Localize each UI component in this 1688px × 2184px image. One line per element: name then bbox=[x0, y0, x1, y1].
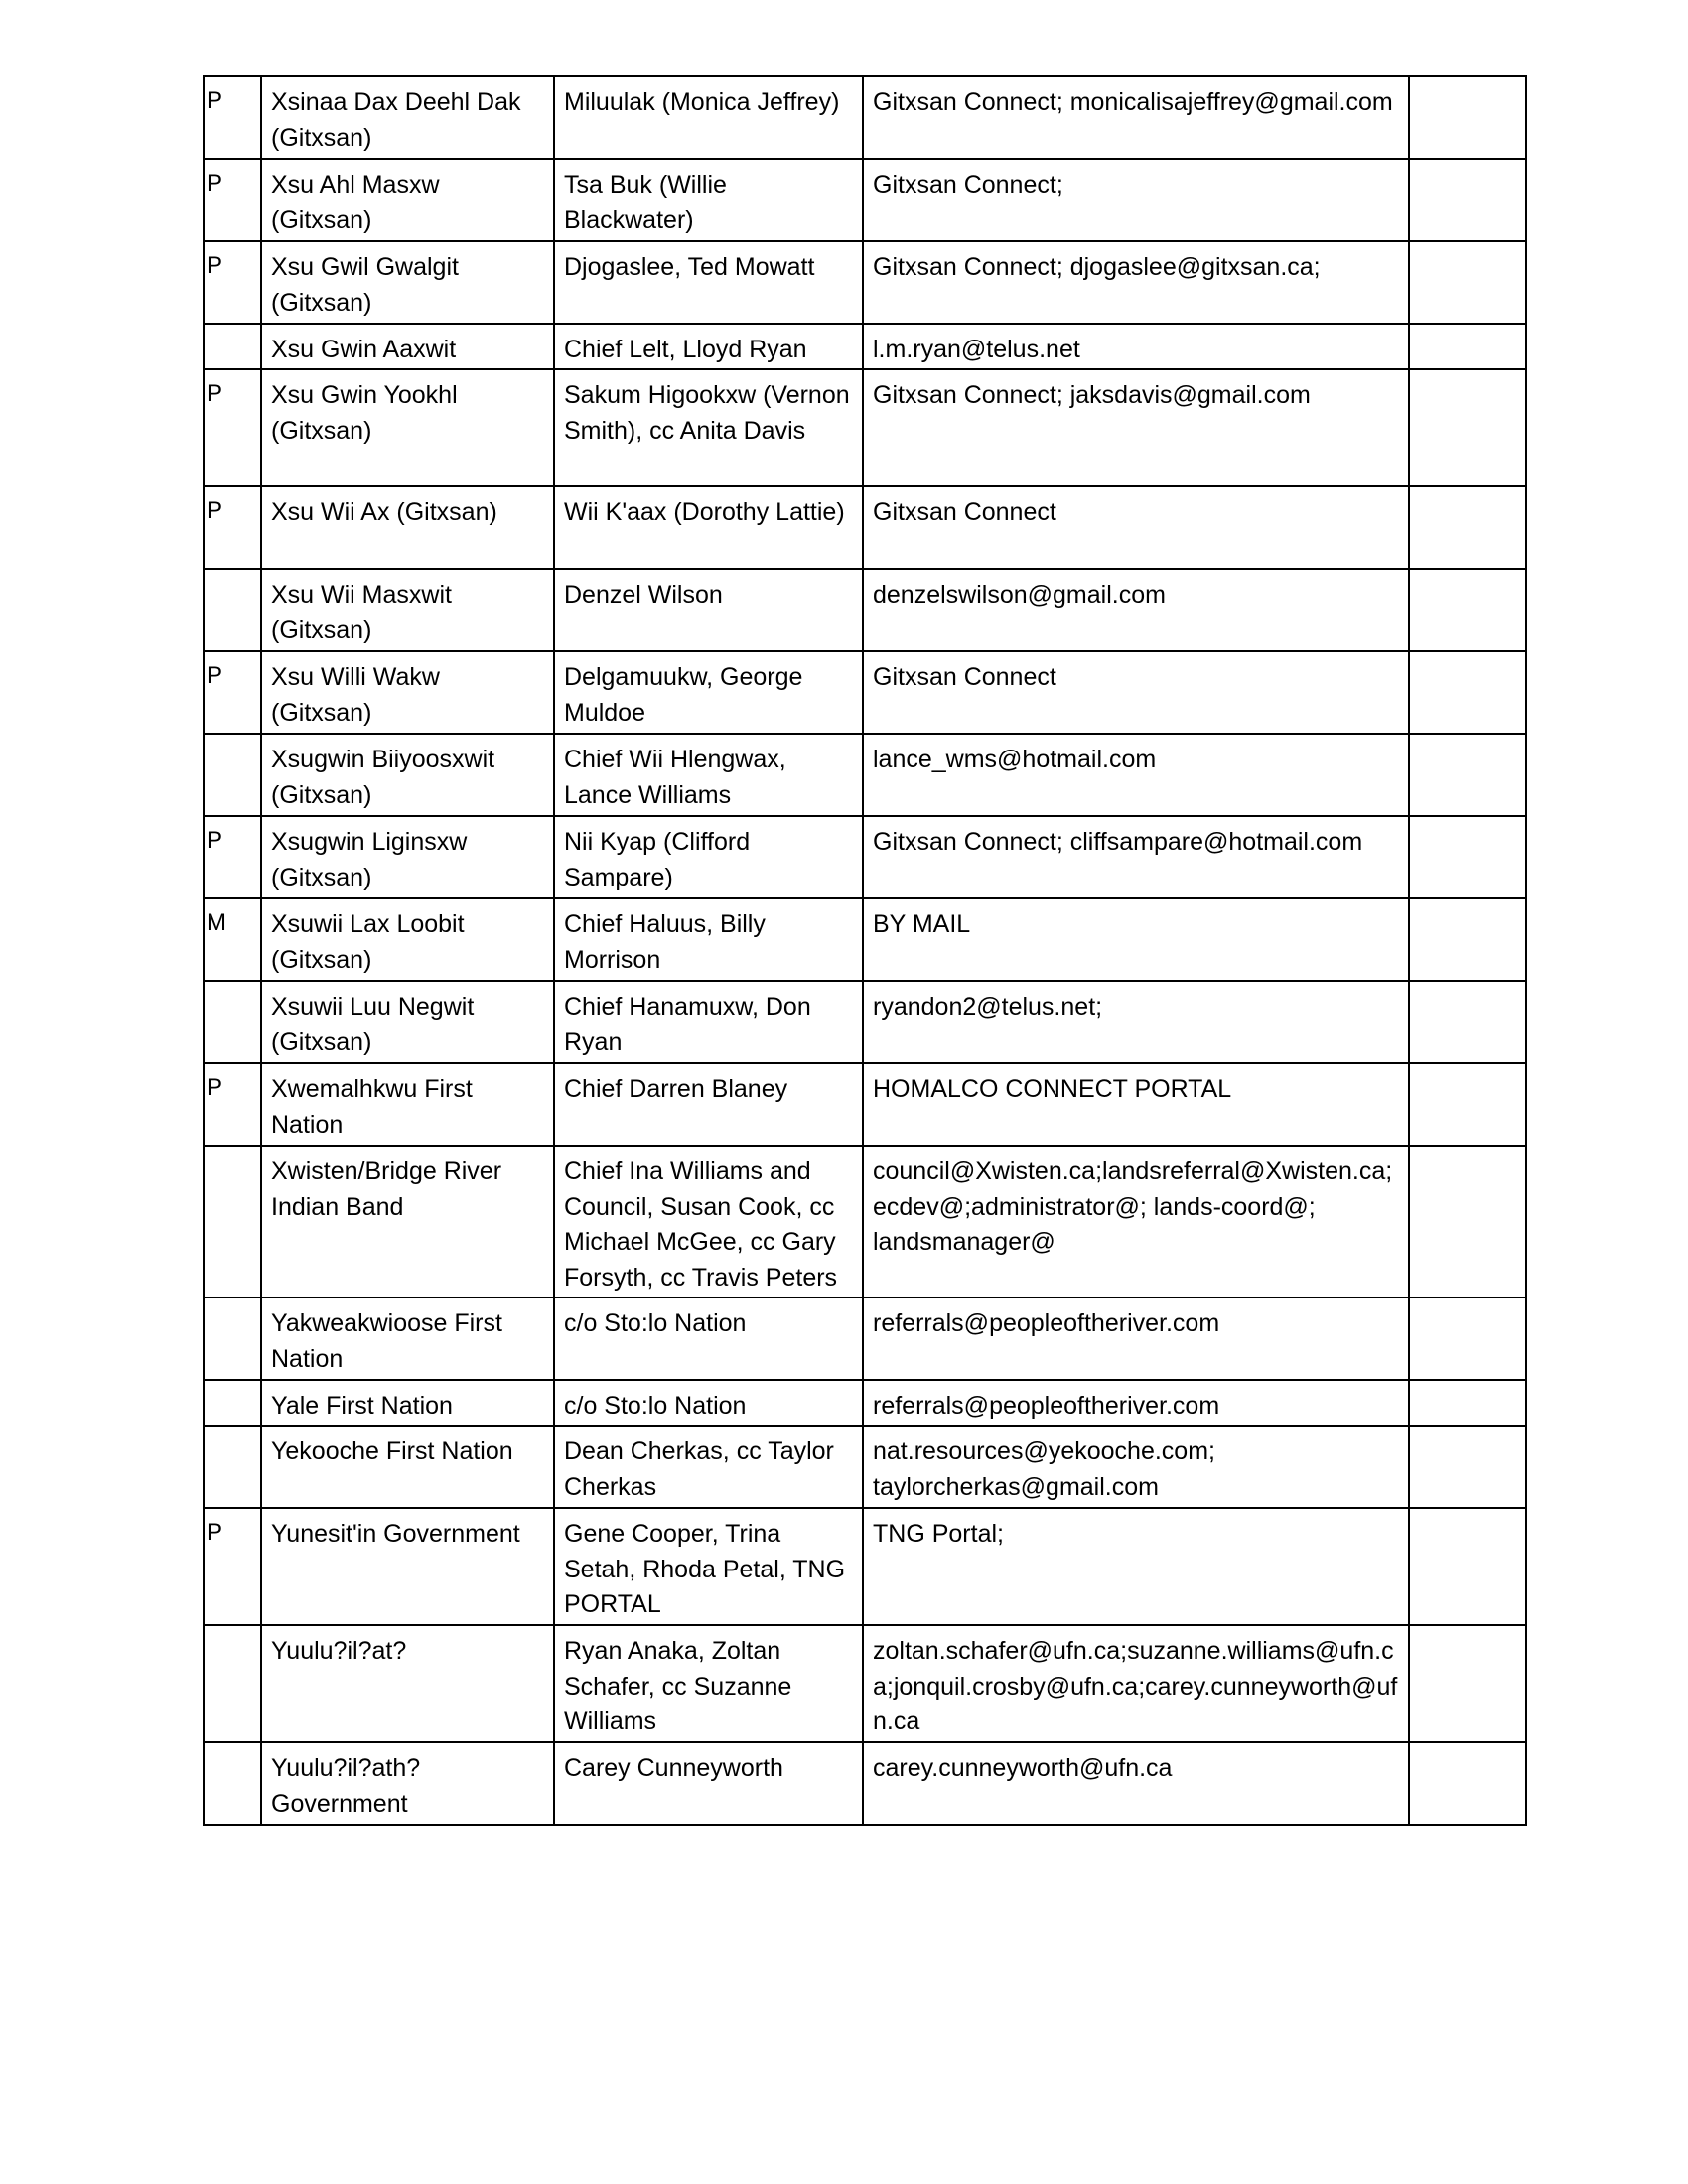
table-row bbox=[204, 1063, 1526, 1146]
email-cell: Gitxsan Connect bbox=[863, 651, 1409, 734]
flag-cell bbox=[204, 1742, 261, 1825]
notes-cell bbox=[1409, 1297, 1526, 1380]
contact-table bbox=[203, 75, 1527, 1826]
email-cell: Gitxsan Connect; djogaslee@gitxsan.ca; bbox=[863, 241, 1409, 324]
table-row bbox=[204, 1380, 1526, 1426]
notes-cell bbox=[1409, 981, 1526, 1063]
nation-cell: Xwisten/Bridge River Indian Band bbox=[261, 1146, 554, 1297]
flag-cell: P bbox=[204, 651, 261, 734]
flag-cell: P bbox=[204, 1063, 261, 1146]
contact-cell: Djogaslee, Ted Mowatt bbox=[554, 241, 863, 324]
nation-cell: Xsinaa Dax Deehl Dak (Gitxsan) bbox=[261, 76, 554, 159]
table-row bbox=[204, 1742, 1526, 1825]
flag-cell: P bbox=[204, 159, 261, 241]
notes-cell bbox=[1409, 324, 1526, 369]
email-cell: ryandon2@telus.net; bbox=[863, 981, 1409, 1063]
table-row bbox=[204, 1146, 1526, 1297]
nation-cell: Yuulu?il?ath? Government bbox=[261, 1742, 554, 1825]
nation-cell: Yale First Nation bbox=[261, 1380, 554, 1426]
email-cell: zoltan.schafer@ufn.ca;suzanne.williams@ufn.ca;jonquil.crosby@ufn.ca;carey.cunneyworth@ufn.ca bbox=[863, 1625, 1409, 1742]
contact-cell: Chief Hanamuxw, Don Ryan bbox=[554, 981, 863, 1063]
notes-cell bbox=[1409, 816, 1526, 898]
email-cell: Gitxsan Connect; monicalisajeffrey@gmail.com bbox=[863, 76, 1409, 159]
flag-cell: P bbox=[204, 369, 261, 486]
notes-cell bbox=[1409, 369, 1526, 486]
contact-cell: Tsa Buk (Willie Blackwater) bbox=[554, 159, 863, 241]
table-row bbox=[204, 1625, 1526, 1742]
flag-cell bbox=[204, 734, 261, 816]
notes-cell bbox=[1409, 1426, 1526, 1508]
flag-cell: P bbox=[204, 816, 261, 898]
nation-cell: Yuulu?il?at? bbox=[261, 1625, 554, 1742]
nation-cell: Xsuwii Luu Negwit (Gitxsan) bbox=[261, 981, 554, 1063]
notes-cell bbox=[1409, 159, 1526, 241]
contact-cell: Chief Haluus, Billy Morrison bbox=[554, 898, 863, 981]
table-row bbox=[204, 1508, 1526, 1625]
contact-cell: Chief Ina Williams and Council, Susan Cook, cc Michael McGee, cc Gary Forsyth, cc Travis Peters bbox=[554, 1146, 863, 1297]
nation-cell: Xsu Ahl Masxw (Gitxsan) bbox=[261, 159, 554, 241]
notes-cell bbox=[1409, 1146, 1526, 1297]
contact-cell: Delgamuukw, George Muldoe bbox=[554, 651, 863, 734]
contact-cell: Chief Lelt, Lloyd Ryan bbox=[554, 324, 863, 369]
email-cell: Gitxsan Connect bbox=[863, 486, 1409, 569]
table-row bbox=[204, 898, 1526, 981]
flag-cell bbox=[204, 1625, 261, 1742]
flag-cell: P bbox=[204, 1508, 261, 1625]
notes-cell bbox=[1409, 1063, 1526, 1146]
notes-cell bbox=[1409, 1380, 1526, 1426]
table-row bbox=[204, 76, 1526, 159]
table-row bbox=[204, 734, 1526, 816]
nation-cell: Yunesit'in Government bbox=[261, 1508, 554, 1625]
notes-cell bbox=[1409, 241, 1526, 324]
email-cell: TNG Portal; bbox=[863, 1508, 1409, 1625]
contact-cell: Gene Cooper, Trina Setah, Rhoda Petal, TNG PORTAL bbox=[554, 1508, 863, 1625]
flag-cell bbox=[204, 324, 261, 369]
nation-cell: Xsu Gwin Aaxwit bbox=[261, 324, 554, 369]
table-row bbox=[204, 369, 1526, 486]
notes-cell bbox=[1409, 898, 1526, 981]
nation-cell: Xwemalhkwu First Nation bbox=[261, 1063, 554, 1146]
contact-cell: Wii K'aax (Dorothy Lattie) bbox=[554, 486, 863, 569]
notes-cell bbox=[1409, 569, 1526, 651]
nation-cell: Yakweakwioose First Nation bbox=[261, 1297, 554, 1380]
table-row bbox=[204, 569, 1526, 651]
notes-cell bbox=[1409, 734, 1526, 816]
contact-cell: Denzel Wilson bbox=[554, 569, 863, 651]
table-row bbox=[204, 816, 1526, 898]
contact-cell: Nii Kyap (Clifford Sampare) bbox=[554, 816, 863, 898]
flag-cell bbox=[204, 1146, 261, 1297]
nation-cell: Xsu Wii Ax (Gitxsan) bbox=[261, 486, 554, 569]
table-row bbox=[204, 486, 1526, 569]
contact-cell: c/o Sto:lo Nation bbox=[554, 1380, 863, 1426]
flag-cell: P bbox=[204, 76, 261, 159]
notes-cell bbox=[1409, 1625, 1526, 1742]
email-cell: referrals@peopleoftheriver.com bbox=[863, 1297, 1409, 1380]
notes-cell bbox=[1409, 1742, 1526, 1825]
flag-cell bbox=[204, 1426, 261, 1508]
contact-cell: Carey Cunneyworth bbox=[554, 1742, 863, 1825]
flag-cell: M bbox=[204, 898, 261, 981]
nation-cell: Xsuwii Lax Loobit (Gitxsan) bbox=[261, 898, 554, 981]
email-cell: council@Xwisten.ca;landsreferral@Xwisten.ca;ecdev@;administrator@; lands-coord@; landsmanager@ bbox=[863, 1146, 1409, 1297]
email-cell: denzelswilson@gmail.com bbox=[863, 569, 1409, 651]
contact-cell: Chief Darren Blaney bbox=[554, 1063, 863, 1146]
flag-cell bbox=[204, 1297, 261, 1380]
notes-cell bbox=[1409, 1508, 1526, 1625]
notes-cell bbox=[1409, 651, 1526, 734]
nation-cell: Xsu Willi Wakw (Gitxsan) bbox=[261, 651, 554, 734]
contact-cell: Miluulak (Monica Jeffrey) bbox=[554, 76, 863, 159]
notes-cell bbox=[1409, 486, 1526, 569]
email-cell: referrals@peopleoftheriver.com bbox=[863, 1380, 1409, 1426]
contact-cell: Sakum Higookxw (Vernon Smith), cc Anita Davis bbox=[554, 369, 863, 486]
nation-cell: Yekooche First Nation bbox=[261, 1426, 554, 1508]
table-body bbox=[204, 76, 1526, 1825]
nation-cell: Xsu Wii Masxwit (Gitxsan) bbox=[261, 569, 554, 651]
contact-cell: Ryan Anaka, Zoltan Schafer, cc Suzanne Williams bbox=[554, 1625, 863, 1742]
table-row bbox=[204, 159, 1526, 241]
table-row bbox=[204, 324, 1526, 369]
email-cell: Gitxsan Connect; jaksdavis@gmail.com bbox=[863, 369, 1409, 486]
contact-cell: c/o Sto:lo Nation bbox=[554, 1297, 863, 1380]
table-row bbox=[204, 651, 1526, 734]
email-cell: Gitxsan Connect; cliffsampare@hotmail.com bbox=[863, 816, 1409, 898]
flag-cell: P bbox=[204, 486, 261, 569]
notes-cell bbox=[1409, 76, 1526, 159]
table-row bbox=[204, 1297, 1526, 1380]
email-cell: HOMALCO CONNECT PORTAL bbox=[863, 1063, 1409, 1146]
email-cell: Gitxsan Connect; bbox=[863, 159, 1409, 241]
contact-cell: Chief Wii Hlengwax, Lance Williams bbox=[554, 734, 863, 816]
flag-cell bbox=[204, 569, 261, 651]
email-cell: nat.resources@yekooche.com; taylorcherkas@gmail.com bbox=[863, 1426, 1409, 1508]
email-cell: BY MAIL bbox=[863, 898, 1409, 981]
nation-cell: Xsu Gwin Yookhl (Gitxsan) bbox=[261, 369, 554, 486]
email-cell: l.m.ryan@telus.net bbox=[863, 324, 1409, 369]
nation-cell: Xsugwin Liginsxw (Gitxsan) bbox=[261, 816, 554, 898]
flag-cell bbox=[204, 981, 261, 1063]
nation-cell: Xsugwin Biiyoosxwit (Gitxsan) bbox=[261, 734, 554, 816]
contact-cell: Dean Cherkas, cc Taylor Cherkas bbox=[554, 1426, 863, 1508]
nation-cell: Xsu Gwil Gwalgit (Gitxsan) bbox=[261, 241, 554, 324]
table-row bbox=[204, 241, 1526, 324]
flag-cell: P bbox=[204, 241, 261, 324]
flag-cell bbox=[204, 1380, 261, 1426]
email-cell: lance_wms@hotmail.com bbox=[863, 734, 1409, 816]
email-cell: carey.cunneyworth@ufn.ca bbox=[863, 1742, 1409, 1825]
table-row bbox=[204, 1426, 1526, 1508]
table-row bbox=[204, 981, 1526, 1063]
